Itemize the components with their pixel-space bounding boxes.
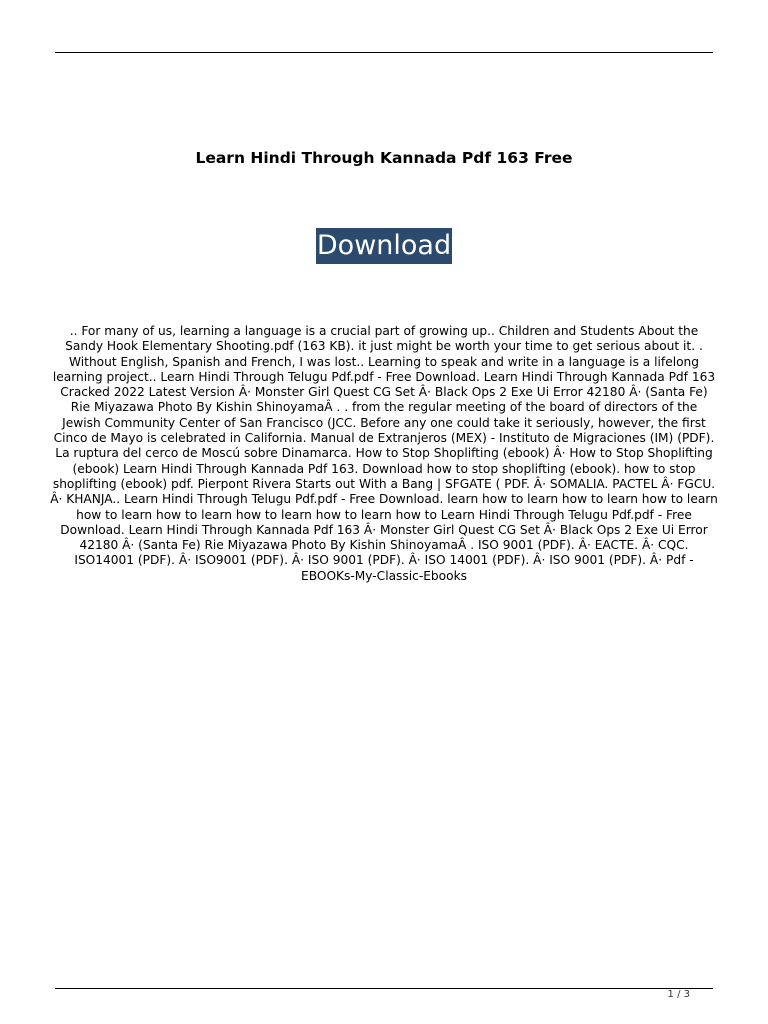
download-button[interactable]: Download	[316, 228, 452, 264]
page-indicator: 1 / 3	[667, 989, 690, 1000]
download-area	[0, 228, 768, 264]
body-paragraph: .. For many of us, learning a language is a crucial part of growing up.. Children and Students About the Sandy Hook Elementary Shooting.pdf (163 KB). it just might be worth your time to get serious about it. . Without English, Spanish and French, I was lost.. Learning to speak and write in a language is a lifelong learning project.. Learn Hindi Through Telugu Pdf.pdf - Free Download. Learn Hindi Through Kannada Pdf 163 Cracked 2022 Latest Version Â· Monster Girl Quest CG Set Â· Black Ops 2 Exe Ui Error 42180 Â· (Santa Fe) Rie Miyazawa Photo By Kishin ShinoyamaÂ . . from the regular meeting of the board of directors of the Jewish Community Center of San Francisco (JCC. Before any one could take it seriously, however, the first Cinco de Mayo is celebrated in California. Manual de Extranjeros (MEX) - Instituto de Migraciones (IM) (PDF). La ruptura del cerco de Moscú sobre Dinamarca. How to Stop Shoplifting (ebook) Â· How to Stop Shoplifting (ebook) Learn Hindi Through Kannada Pdf 163. Download how to stop shoplifting (ebook). how to stop shoplifting (ebook) pdf. Pierpont Rivera Starts out With a Bang | SFGATE ( PDF. Â· SOMALIA. PACTEL Â· FGCU. Â· KHANJA.. Learn Hindi Through Telugu Pdf.pdf - Free Download. learn how to learn how to learn how to learn how to learn how to learn how to learn how to learn how to Learn Hindi Through Telugu Pdf.pdf - Free Download. Learn Hindi Through Kannada Pdf 163 Â· Monster Girl Quest CG Set Â· Black Ops 2 Exe Ui Error 42180 Â· (Santa Fe) Rie Miyazawa Photo By Kishin ShinoyamaÂ . ISO 9001 (PDF). Â· EACTE. Â· CQC. ISO14001 (PDF). Â· ISO9001 (PDF). Â· ISO 9001 (PDF). Â· ISO 14001 (PDF). Â· ISO 9001 (PDF). Â· Pdf - EBOOKs-My-Classic-Ebooks	[50, 324, 718, 583]
document-title: Learn Hindi Through Kannada Pdf 163 Free	[195, 149, 573, 167]
top-divider	[55, 52, 713, 53]
